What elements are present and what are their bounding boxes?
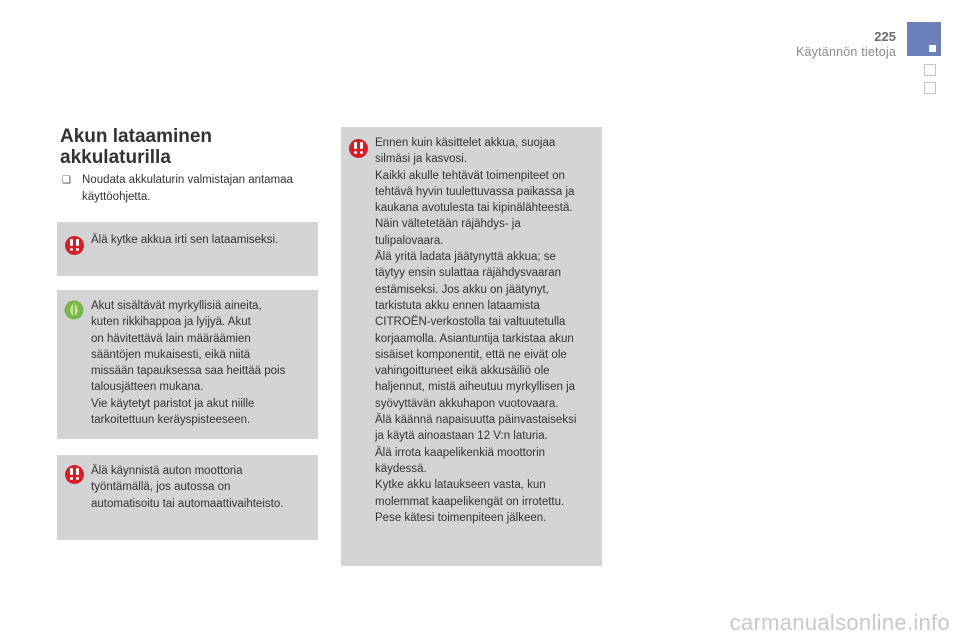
chapter-tab-marker [929,45,936,52]
instruction-bullet [62,172,317,206]
warning-note-engine [57,455,318,540]
environment-note [57,290,318,439]
note-text: Ennen kuin käsittelet akkua, suojaa silmäsi ja kasvosi. Kaikki akulle tehtävät toimenpiteet on tehtävä hyvin tuulettuvassa paikassa ja kaukana avotulesta tai kipinälähteestä. Näin vältetetään räjähdys- ja tulipalovaara. Älä yritä ladata jäätynyttä akkua; se täytyy ensin sulattaa räjähdysvaaran estämiseksi. Jos akku on jäätynyt, tarkistuta akku ennen lataamista CITROËN-verkostolla tai valtuutetulla korjaamolla. Asiantuntija tarkistaa akun sisäiset komponentit, että ne eivät ole vahingoittuneet eikä akkusäiliö ole haljennut, mistä aiheutuu myrkyllisen ja syövyttävän akkuhapon vuotovaara. Älä käännä napaisuutta päinvastaiseksi ja käytä ainoastaan 12 V:n laturia. Älä irrota kaapelikenkiä moottorin käydessä. Kytke akku lataukseen vasta, kun molemmat kaapelikengät on irrotettu. Pese kätesi toimenpiteen jälkeen. [375,137,577,524]
warning-note-disconnect [57,222,318,276]
chapter-tab-empty[interactable] [924,64,936,76]
chapter-tab-empty[interactable] [924,82,936,94]
note-text: Älä käynnistä auton moottoria työntämällä, jos autossa on automatisoitu tai automaattivaihteisto. [91,465,284,510]
watermark: carmanualsonline.info [729,610,950,635]
section-title: Käytännön tietoja [795,45,896,59]
bullet-checkbox-icon: ❑ [62,175,71,186]
warning-exclamation-icon [349,139,368,158]
warning-exclamation-icon [65,236,84,255]
note-text: Älä kytke akkua irti sen lataamiseksi. [91,234,279,246]
bullet-text: Noudata akkulaturin valmistajan antamaa käyttöohjetta. [82,174,293,203]
note-text: Akut sisältävät myrkyllisiä aineita, kuten rikkihappoa ja lyijyä. Akut on hävitettävä lain määräämien sääntöjen mukaisesti, eikä niitä missään tapauksessa saa heittää pois talousjätteen mukana. Vie käytetyt paristot ja akut niille tarkoitettuun keräyspisteeseen. [91,300,286,427]
page-number: 225 [874,29,896,44]
page-heading: Akun lataaminen akkulaturilla [60,126,213,168]
warning-note-safety [341,127,602,566]
environment-leaf-icon [64,300,84,320]
warning-exclamation-icon [65,465,84,484]
chapter-tab[interactable] [907,22,941,56]
